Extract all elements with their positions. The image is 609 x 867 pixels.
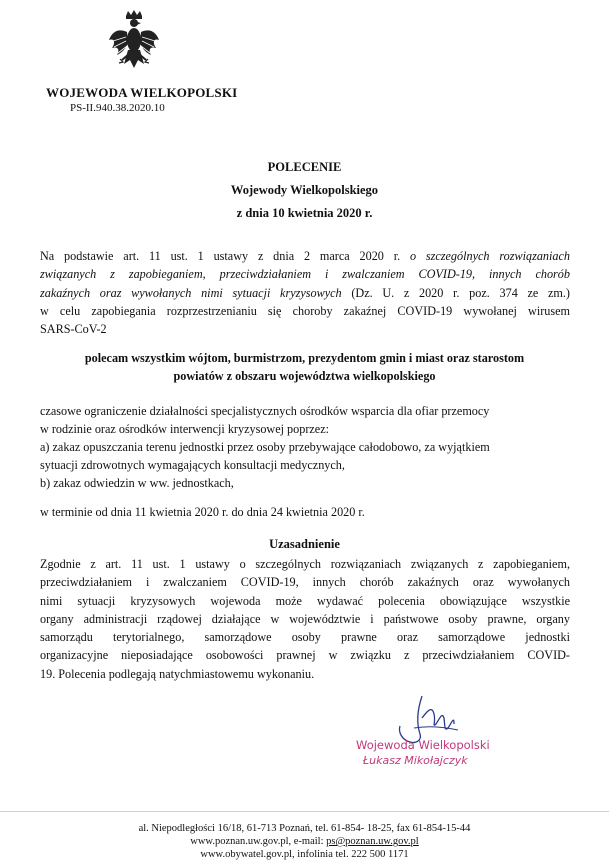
legal-basis-line-1: Na podstawie art. 11 ust. 1 ustawy z dnia 2 marca 2020 r. o szczególnych rozwiązaniach	[40, 249, 570, 263]
justification-paragraph	[40, 555, 570, 683]
polish-eagle-emblem-icon	[108, 10, 160, 74]
document-issuer-title: Wojewody Wielkopolskiego	[230, 183, 379, 197]
justification-line: nimi sytuacji kryzysowych wojewoda może wydawać polecenia obowiązujące wszystkie	[40, 593, 570, 608]
measures-line-4: sytuacji zdrowotnych wymagających konsultacji medycznych,	[40, 458, 345, 472]
legal-basis-line-4: w celu zapobiegania rozprzestrzenianiu się choroby zakaźnej COVID-19 wywołanej wirusem	[40, 303, 570, 318]
justification-heading: Uzasadnienie	[269, 537, 340, 551]
document-date-title: z dnia 10 kwietnia 2020 r.	[236, 206, 373, 220]
legal-basis-line-2: związanych z zapobieganiem, przeciwdziałaniem i zwalczaniem COVID-19, innych chorób	[40, 267, 570, 282]
measures-line-3: a) zakaz opuszczania terenu jednostki przez osoby przebywające całodobowo, za wyjątkiem	[40, 440, 490, 454]
measures-paragraph	[40, 402, 570, 492]
legal-basis-paragraph	[40, 247, 570, 338]
measures-line-1: czasowe ograniczenie działalności specjalistycznych ośrodków wsparcia dla ofiar przemocy	[40, 404, 490, 418]
measures-line-5: b) zakaz odwiedzin w ww. jednostkach,	[40, 476, 234, 490]
justification-line: Zgodnie z art. 11 ust. 1 ustawy o szczególnych rozwiązaniach związanych z zapobieganiem,	[40, 557, 570, 571]
justification-line: przeciwdziałaniem i zwalczaniem COVID-19, innych chorób zakaźnych oraz wywołanych	[40, 575, 570, 590]
stamp-role: Wojewoda Wielkopolski	[356, 738, 490, 752]
justification-line: organy administracji rządowej działające w województwie i państwowe osoby prawne, organy	[40, 611, 570, 626]
footer-address: al. Niepodległości 16/18, 61-713 Poznań, tel. 61-854- 18-25, fax 61-854-15-44	[138, 823, 471, 834]
validity-term: w terminie od dnia 11 kwietnia 2020 r. do dnia 24 kwietnia 2020 r.	[40, 505, 365, 519]
issuing-authority: WOJEWODA WIELKOPOLSKI	[46, 85, 238, 100]
measures-line-2: w rodzinie oraz ośrodków interwencji kryzysowej poprzez:	[40, 422, 330, 436]
justification-line: organizacyjne nieposiadające osobowości prawnej w związku z przeciwdziałaniem COVID-	[40, 648, 570, 663]
addressees-line-1: polecam wszystkim wójtom, burmistrzom, prezydentom gmin i miast oraz starostom	[84, 351, 525, 365]
document-type-title: POLECENIE	[267, 160, 342, 174]
stamp-name: Łukasz Mikołajczyk	[363, 754, 468, 767]
email-link[interactable]: ps@poznan.uw.gov.pl	[326, 836, 419, 847]
legal-basis-line-3: zakaźnych oraz wywołanych nimi sytuacji kryzysowych (Dz. U. z 2020 r. poz. 374 ze zm.)	[40, 285, 570, 300]
official-stamp	[356, 738, 490, 767]
reference-number: PS-II.940.38.2020.10	[70, 102, 165, 114]
legal-basis-line-5: SARS-CoV-2	[40, 322, 107, 337]
justification-line: 19. Polecenia podlegają natychmiastowemu wykonaniu.	[40, 666, 315, 681]
justification-line: samorządu terytorialnego, samorządowe osoby prawne oraz samorządowe jednostki	[40, 630, 570, 645]
footer-web-email: www.poznan.uw.gov.pl, e-mail: ps@poznan.uw.gov.pl	[190, 836, 419, 847]
addressees-line-2: powiatów z obszaru województwa wielkopolskiego	[173, 369, 436, 383]
footer-hotline: www.obywatel.gov.pl, infolinia tel. 222 500 1171	[200, 849, 409, 860]
footer-divider	[0, 811, 609, 812]
